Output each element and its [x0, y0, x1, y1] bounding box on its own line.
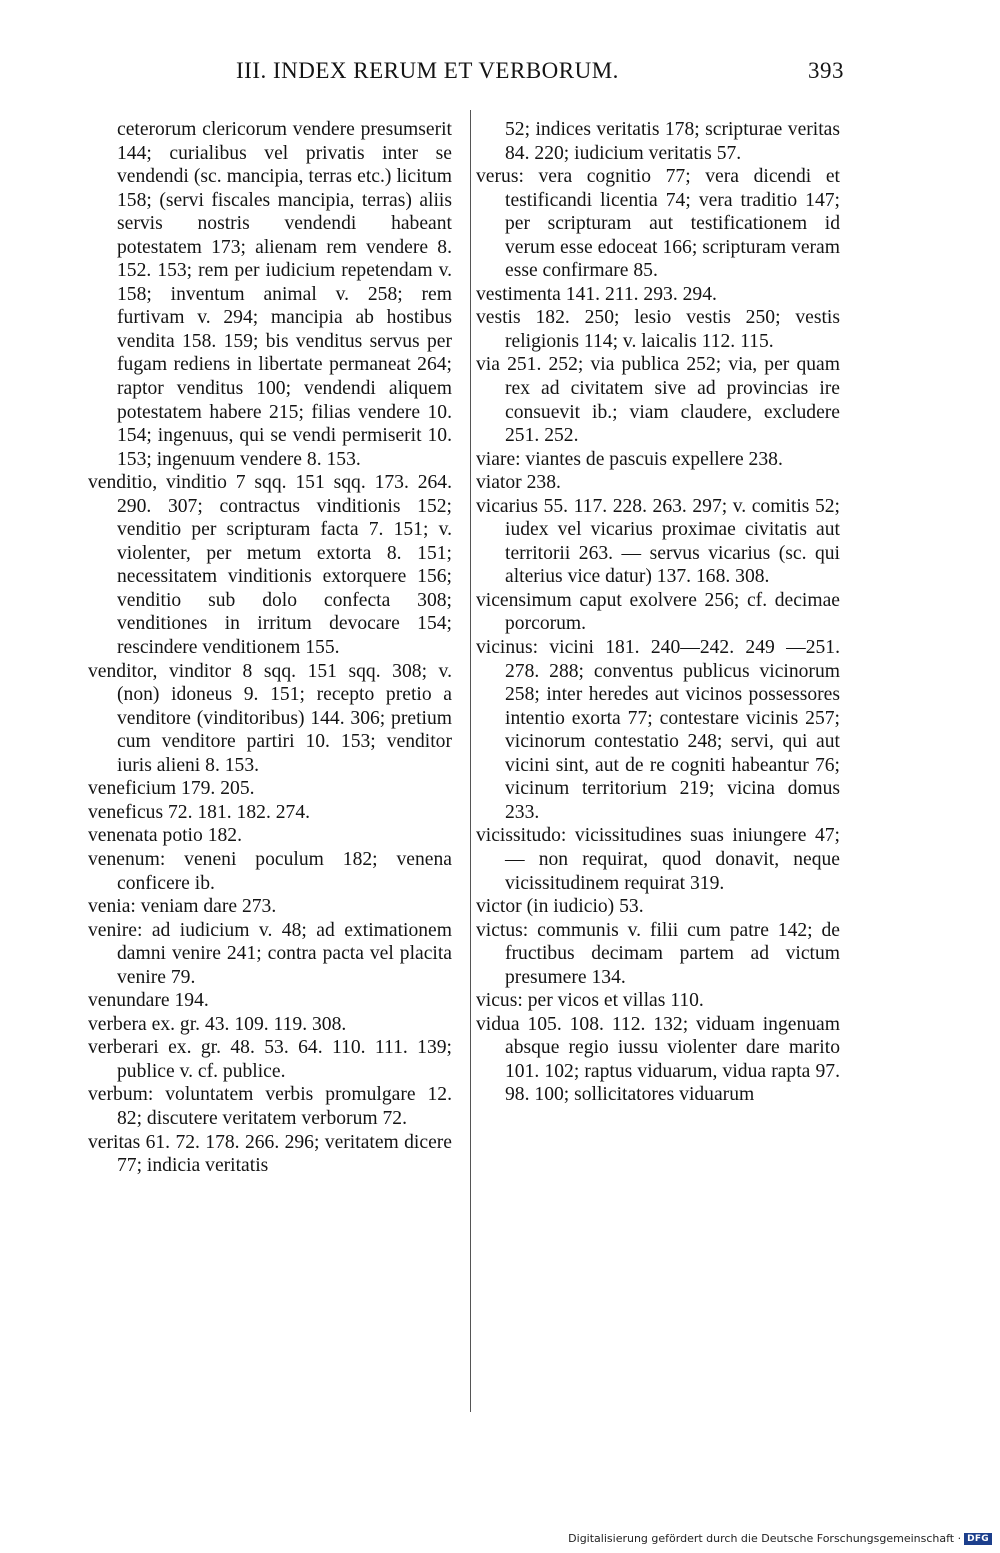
index-entry: vicus: per vicos et villas 110.: [476, 990, 704, 1012]
index-entry: venditio, vinditio 7 sqq. 151 sqq. 173. 264. 290. 307; contractus vinditionis 152; venditio per scripturam facta 7. 151; v. violenter, per metum extorta 8. 151; necessitatem vinditionis extorquere 156; venditio sub dolo confecta 308; venditiones in irritum devocare 154; rescindere venditionem 155.: [88, 472, 452, 659]
running-header: [88, 50, 848, 90]
index-entry: verbum: voluntatem verbis promulgare 12. 82; discutere veritatem verborum 72.: [88, 1084, 452, 1129]
left-column: [88, 118, 452, 1178]
index-entry: vestimenta 141. 211. 293. 294.: [476, 283, 717, 305]
index-entry: vidua 105. 108. 112. 132; viduam ingenuam absque regio iussu violenter dare marito 101. 102; raptus viduarum, vidua rapta 97. 98. 100; sollicitatores viduarum: [476, 1013, 840, 1106]
index-entry: vicissitudo: vicissitudines suas iniungere 47; — non requirat, quod donavit, neque vicissitudinem requirat 319.: [476, 825, 840, 894]
column-divider: [470, 110, 471, 1412]
index-entry: via 251. 252; via publica 252; via, per quam rex ad civitatem sive ad provincias ire consuevit ib.; viam claudere, excludere 251. 252.: [476, 354, 840, 447]
dfg-logo: DFG: [964, 1533, 992, 1545]
index-entry: venenata potio 182.: [88, 825, 242, 847]
index-entry: venditor, vinditor 8 sqq. 151 sqq. 308; v. (non) idoneus 9. 151; recepto pretio a venditore (vinditoribus) 144. 306; pretium cum venditore partiri 10. 153; venditor iuris alieni 8. 153.: [88, 660, 452, 776]
page-number: 393: [808, 58, 844, 83]
index-entry: victus: communis v. filii cum patre 142; de fructibus decimam partem ad victum presumere 134.: [476, 919, 840, 988]
index-entry: venire: ad iudicium v. 48; ad extimationem damni venire 241; contra pacta vel placita venire 79.: [88, 919, 452, 988]
right-column: [476, 118, 840, 1107]
index-entry: vicinus: vicini 181. 240—242. 249 —251. 278. 288; conventus publicus vicinorum 258; inter heredes aut vicinos possessores intentio exorta 77; contestare vicinis 257; vicinorum contestatio 248; servi, qui aut vicini sint, aut de re cogniti habeantur 76; vicinum territorium 219; vicina domus 233.: [476, 637, 840, 823]
index-entry: vicarius 55. 117. 228. 263. 297; v. comitis 52; iudex vel vicarius proximae civitatis aut territorii 263. — servus vicarius (sc. qui alterius vice datur) 137. 168. 308.: [476, 495, 840, 588]
index-entry: verberari ex. gr. 48. 53. 64. 110. 111. 139; publice v. cf. publice.: [88, 1037, 452, 1082]
index-entry: viare: viantes de pascuis expellere 238.: [476, 448, 783, 470]
index-entry: venundare 194.: [88, 990, 209, 1012]
index-entry: viator 238.: [476, 472, 561, 494]
index-entry: veritas 61. 72. 178. 266. 296; veritatem dicere 77; indicia veritatis: [88, 1131, 452, 1177]
index-entry: verus: vera cognitio 77; vera dicendi et testificandi licentia 74; vera traditio 147; per scripturam aut testificationem id verum esse edoceat 166; scripturam veram esse confirmare 85.: [476, 166, 840, 282]
footer-credit: [568, 1532, 992, 1545]
index-entry: verbera ex. gr. 43. 109. 119. 308.: [88, 1013, 347, 1035]
index-entry: veneficium 179. 205.: [88, 778, 255, 800]
index-entry: veneficus 72. 181. 182. 274.: [88, 801, 311, 823]
index-entry: 52; indices veritatis 178; scripturae veritas 84. 220; iudicium veritatis 57.: [505, 119, 840, 164]
index-entry: vestis 182. 250; lesio vestis 250; vestis religionis 114; v. laicalis 112. 115.: [476, 307, 840, 352]
index-entry: vicensimum caput exolvere 256; cf. decimae porcorum.: [476, 589, 840, 635]
index-entry: ceterorum clericorum vendere presumserit 144; curialibus vel privatis inter se vendendi (sc. mancipia, terras etc.) licitum 158; (servi fiscales mancipia, terras) aliis servis nostris vendendi habeant potestatem 173; alienam rem vendere 8. 152. 153; rem per iudicium repetendam v. 158; inventum animal v. 258; rem furtivam v. 294; mancipia ab hostibus vendita 158. 159; bis venditus servus per fugam rediens in libertate permaneat 264; raptor venditus 100; vendendi aliquem potestatem habere 215; filias vendere 10. 154; ingenuus, qui se vendi permiserit 10. 153; ingenuum vendere 8. 153.: [117, 119, 452, 470]
footer-text: Digitalisierung gefördert durch die Deutsche Forschungsgemeinschaft ·: [568, 1532, 962, 1545]
page-title: III. INDEX RERUM ET VERBORUM.: [236, 58, 619, 83]
index-entry: victor (in iudicio) 53.: [476, 896, 644, 918]
index-entry: venenum: veneni poculum 182; venena conficere ib.: [88, 848, 452, 894]
index-entry: venia: veniam dare 273.: [88, 896, 277, 918]
